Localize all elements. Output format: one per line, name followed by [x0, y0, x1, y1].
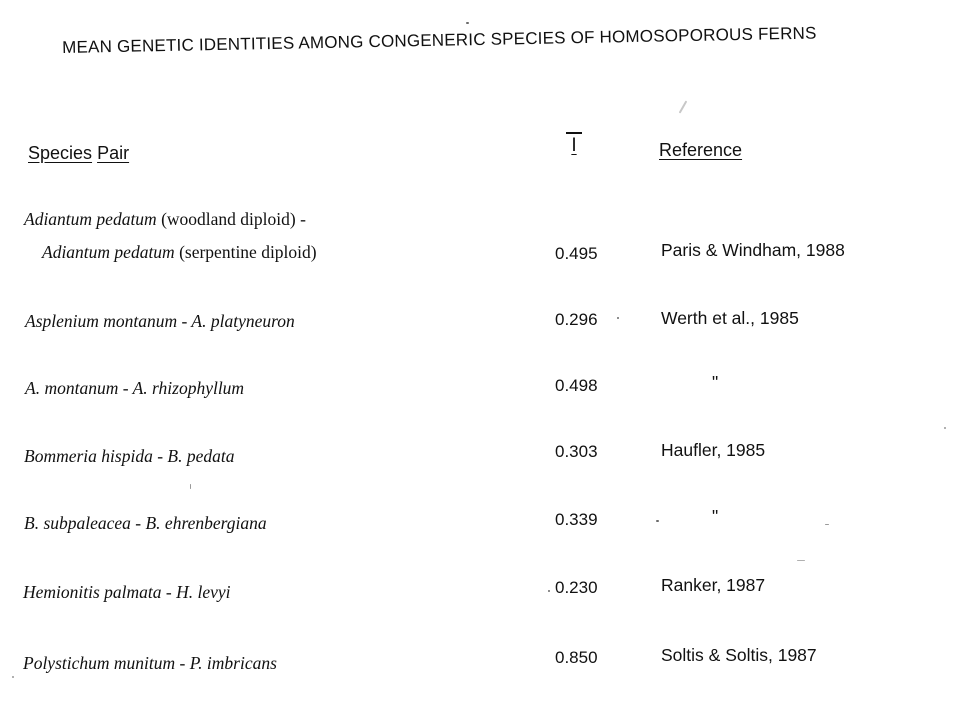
scan-speck — [548, 590, 550, 592]
row-1-line-2-species: Adiantum pedatum — [42, 242, 175, 262]
row-6-reference: Ranker, 1987 — [661, 575, 766, 595]
scan-speck — [466, 22, 469, 24]
row-2-pair: Asplenium montanum - A. platyneuron — [25, 311, 295, 331]
row-3-pair: A. montanum - A. rhizophyllum — [25, 378, 245, 398]
header-reference: Reference — [659, 140, 743, 160]
row-1-line-1-species: Adiantum pedatum — [24, 209, 157, 229]
row-3-value: 0.498 — [555, 376, 598, 395]
row-4-pair: Bommeria hispida - B. pedata — [24, 446, 235, 466]
row-1-line-2-note: (serpentine diploid) — [179, 242, 317, 262]
scan-speck — [825, 524, 829, 525]
row-1-line-1-note: (woodland diploid) - — [161, 209, 306, 229]
scan-speck — [944, 427, 946, 429]
row-6-value: 0.230 — [555, 578, 598, 597]
row-5-value: 0.339 — [555, 510, 598, 529]
page-title: MEAN GENETIC IDENTITIES AMONG CONGENERIC SPECIES OF HOMOSOPOROUS FERNS — [62, 23, 817, 57]
row-1-reference: Paris & Windham, 1988 — [661, 240, 845, 260]
row-5-pair: B. subpaleacea - B. ehrenbergiana — [24, 513, 267, 533]
scan-speck — [12, 676, 14, 678]
scan-speck — [617, 317, 619, 319]
scan-speck — [190, 484, 191, 489]
row-5-reference-ditto: " — [712, 506, 719, 526]
row-1-pair-line-2 — [42, 242, 317, 263]
row-3-reference-ditto: " — [712, 372, 719, 392]
header-pair-word: Pair — [97, 143, 130, 163]
scan-speck — [679, 100, 688, 113]
row-1-pair-line-1 — [24, 209, 306, 230]
row-2-value: 0.296 — [555, 310, 598, 329]
row-1-value: 0.495 — [555, 244, 598, 263]
row-7-reference: Soltis & Soltis, 1987 — [661, 645, 817, 665]
row-6-pair: Hemionitis palmata - H. levyi — [23, 582, 231, 602]
mean-bar — [566, 132, 582, 134]
row-2-reference: Werth et al., 1985 — [661, 308, 799, 328]
row-7-pair: Polystichum munitum - P. imbricans — [23, 653, 277, 673]
header-identity-letter: I — [571, 135, 577, 156]
row-4-value: 0.303 — [555, 442, 598, 461]
scan-speck — [797, 560, 805, 561]
row-7-value: 0.850 — [555, 648, 598, 667]
header-species-word: Species — [28, 143, 93, 163]
row-4-reference: Haufler, 1985 — [661, 440, 766, 460]
header-mean-identity — [564, 132, 584, 156]
header-species-pair — [28, 143, 129, 164]
scan-speck — [656, 520, 659, 522]
